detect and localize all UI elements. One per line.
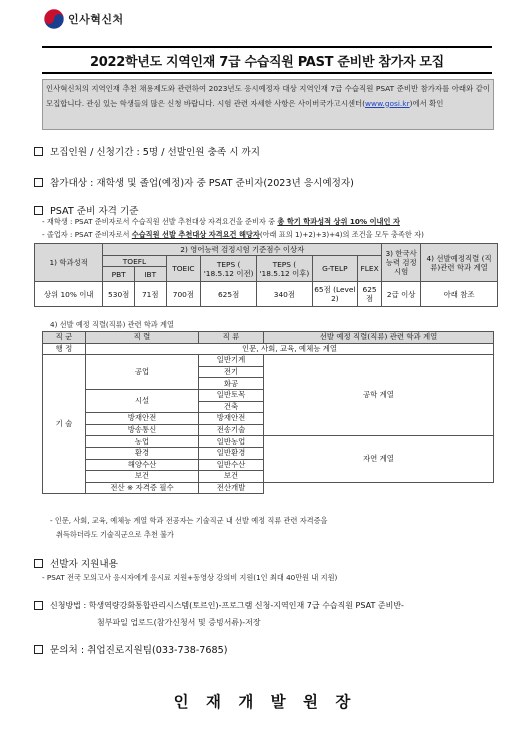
page-title [42, 46, 492, 74]
checkbox-square-icon [34, 645, 43, 654]
intro-text-after: )에서 확인 [409, 98, 444, 108]
apply-text-2: 첨부파일 업로드(참가신청서 및 증빙서류)-저장 [97, 618, 261, 627]
contact-text: 문의처 : 취업진로지원팀(033-738-7685) [50, 645, 228, 656]
criteria-2b: 수습직원 선발 추천대상 자격요건 해당자 [131, 230, 260, 239]
criteria-2c: (아래 표의 1)+2)+3)+4)의 조건을 모두 충족한 자) [259, 230, 424, 239]
td-tech-group: 기 술 [43, 355, 86, 494]
th-ibt: IBT [134, 267, 166, 282]
org-logo [43, 8, 124, 30]
th-series: 직 렬 [86, 332, 199, 344]
section-apply [34, 600, 404, 611]
th-group: 직 군 [43, 332, 86, 344]
td-b-civil: 일반토목 [199, 389, 264, 401]
checkbox-square-icon [34, 559, 43, 568]
recruit-text: 모집인원 / 신청기간 : 5명 / 선발인원 충족 시 까지 [50, 147, 261, 158]
th-dept: 4) 선발예정직렬 (직류)관련 학과 계열 [421, 244, 498, 282]
th-pbt: PBT [103, 267, 135, 282]
td-teps2: 340점 [257, 282, 313, 307]
title-text: 2022학년도 지역인재 7급 수습직원 PAST 준비반 참가자 모집 [90, 54, 444, 70]
section-contact [34, 642, 227, 656]
td-b-agri: 일반농업 [199, 436, 264, 448]
td-grade: 상위 10% 이내 [35, 282, 103, 307]
td-pbt: 530점 [103, 282, 135, 307]
support-detail: - PSAT 전국 모의고사 응시자에게 응시료 지원+동영상 강의비 지원(1인 최대 40만원 내 지원) [42, 573, 338, 582]
criteria-1b: 총 학기 학과성적 상위 10% 이내인 자 [277, 217, 400, 226]
support-title: 선발자 지원내용 [50, 559, 118, 570]
taegeuk-logo-icon [43, 8, 65, 30]
th-grade: 1) 학과성적 [35, 244, 103, 282]
td-s-all: 전산 ※ 자격증 필수 [86, 482, 199, 494]
th-flex: FLEX [358, 256, 382, 282]
checkbox-square-icon [34, 178, 43, 187]
criteria-title: PSAT 준비 자격 기준 [50, 206, 139, 217]
td-b-all: 전산개발 [199, 482, 264, 494]
note-bottom-1: - 인문, 사회, 교육, 예체능 계열 학과 전공자는 기술직군 내 선발 예정 직류 관련 자격증을 [50, 516, 328, 525]
th-korean: 3) 한국사능력 검정시험 [382, 244, 421, 282]
criteria-1a: - 재학생 : PSAT 준비자로서 수습직원 선발 추천대상 자격요건을 준비자 중 [42, 217, 278, 226]
td-s-env: 환경 [86, 447, 199, 459]
th-teps1: TEPS ( '18.5.12 이전) [201, 256, 257, 282]
td-d-nat: 자연 계열 [264, 436, 494, 482]
td-ibt: 71점 [134, 282, 166, 307]
td-b-arch: 건축 [199, 401, 264, 413]
apply-text-1: 신청방법 : 학생역량강화통합관리시스템(토르인)-프로그램 신청-지역인재 7급 수습직원 PSAT 준비반- [50, 601, 404, 610]
section-target [34, 175, 354, 189]
th-dept2: 선발 예정 직렬(직류) 관련 학과 계열 [264, 332, 494, 344]
criteria-line-1 [42, 217, 400, 227]
checkbox-square-icon [34, 147, 43, 156]
note-4: 4) 선발 예정 직렬(직류) 관련 학과 계열 [50, 320, 174, 329]
section-criteria [34, 203, 139, 217]
th-gtelp: G-TELP [312, 256, 357, 282]
td-teps1: 625점 [201, 282, 257, 307]
intro-text-before: 인사혁신처의 지역인재 추천 채용제도와 관련하여 2023년도 응시예정자 대상 지역인재 7급 수습직원 PSAT 준비반 참가자를 아래와 같이 모집합니다. 관심 있는 학생들의 많은 신청 바랍니다. 시험 관련 자세한 사항은 사이버국가고시센터( [46, 84, 490, 108]
th-branch: 직 류 [199, 332, 264, 344]
gosi-link[interactable]: www.gosi.kr [365, 98, 410, 108]
td-s-broadcast: 방송통신 [86, 424, 199, 436]
td-korean: 2급 이상 [382, 282, 421, 307]
td-b-disaster: 방재안전 [199, 413, 264, 425]
section-recruit [34, 144, 260, 158]
criteria-table [34, 243, 498, 307]
td-b-elec: 전기 [199, 366, 264, 378]
td-b-env: 일반환경 [199, 447, 264, 459]
td-flex: 625점 [358, 282, 382, 307]
th-teps2: TEPS ( '18.5.12 이후) [257, 256, 313, 282]
td-s-disaster: 방재안전 [86, 413, 199, 425]
td-b-chem: 화공 [199, 378, 264, 390]
th-toeic: TOEIC [166, 256, 201, 282]
th-toefl: TOEFL [103, 256, 166, 267]
criteria-line-2 [42, 230, 424, 240]
note-bottom-2: 취득하더라도 기술직군으로 추천 불가 [56, 530, 174, 539]
checkbox-square-icon [34, 206, 43, 215]
td-s-marine: 해양수산 [86, 459, 199, 471]
org-name: 인사혁신처 [68, 13, 124, 26]
td-d-eng: 공학 계열 [264, 355, 494, 436]
td-b-marine: 일반수산 [199, 459, 264, 471]
td-b-mech: 일반기계 [199, 355, 264, 367]
td-admin-group: 행 정 [43, 343, 86, 355]
td-dept: 아래 참조 [421, 282, 498, 307]
footer-signature: 인 재 개 발 원 장 [173, 692, 357, 711]
dept-table [42, 331, 494, 494]
td-s-facility: 시설 [86, 389, 199, 412]
td-admin-dept: 인문, 사회, 교육, 예체능 계열 [86, 343, 494, 355]
intro-paragraph [42, 79, 494, 130]
criteria-2a: - 졸업자 : PSAT 준비자로서 [42, 230, 132, 239]
td-b-health: 보건 [199, 471, 264, 483]
td-s-health: 보건 [86, 471, 199, 483]
target-text: 참가대상 : 재학생 및 졸업(예정)자 중 PSAT 준비자(2023년 응시예정자) [50, 178, 354, 189]
td-b-tech: 전송기술 [199, 424, 264, 436]
th-lang: 2) 영어능력 검정시험 기준점수 이상자 [103, 244, 382, 256]
td-s-agri: 농업 [86, 436, 199, 448]
checkbox-square-icon [34, 601, 43, 610]
td-toeic: 700점 [166, 282, 201, 307]
td-gtelp: 65점 (Level 2) [312, 282, 357, 307]
td-s-industry: 공업 [86, 355, 199, 390]
section-support [34, 556, 118, 570]
